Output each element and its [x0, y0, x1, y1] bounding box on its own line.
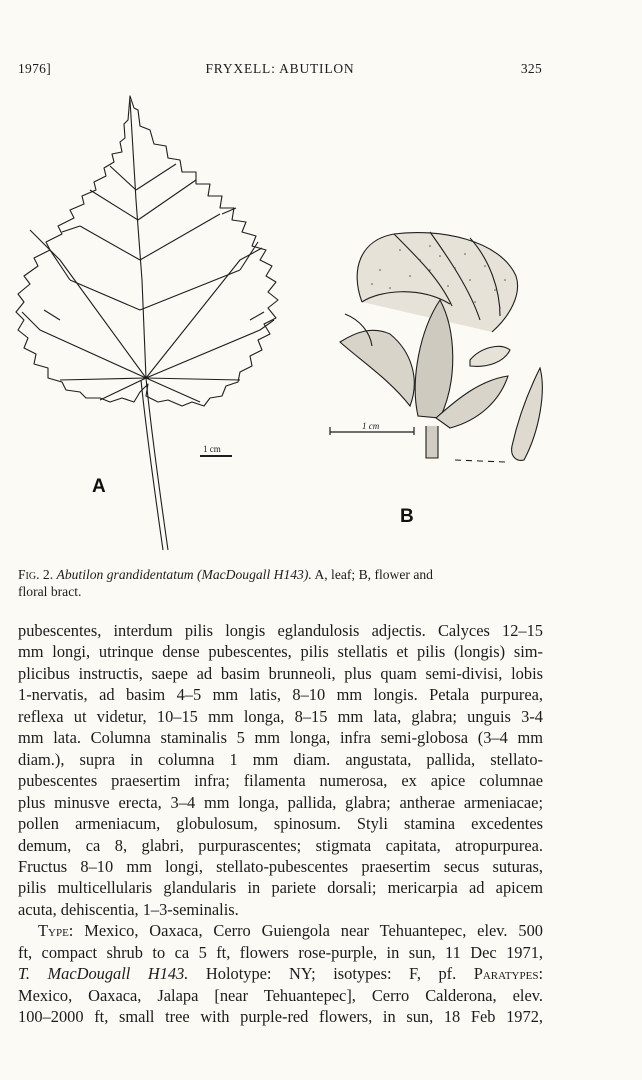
scale-bar-b [330, 421, 414, 435]
collector-ref: (MacDougall H143). [197, 567, 312, 582]
text-line: Fructus 8–10 mm longi, stellato-pubescentes praesertim secus suturas, [18, 856, 543, 876]
text-line: diam.), supra in columna 1 mm diam. angustata, pallida, stellato- [18, 749, 543, 769]
leaf-drawing [16, 96, 278, 550]
panel-label-b: B [400, 506, 414, 527]
scale-label-b: 1 cm [362, 421, 380, 431]
text-line: pilis multicellularis glandularis in pariete dorsali; mericarpia ad apicem [18, 878, 543, 898]
type-line [18, 920, 543, 941]
type-text: Mexico, Oaxaca, Cerro Guiengola near Tehuantepec, elev. 500 [73, 921, 543, 941]
type-line: Mexico, Oaxaca, Jalapa [near Tehuantepec], Cerro Calderona, elev. [18, 985, 543, 1005]
text-line: acuta, dehiscentia, 1–3-seminalis. [18, 899, 239, 919]
caption-description-2: floral bract. [18, 584, 82, 599]
type-text: Holotype: NY; isotypes: F, pf. [188, 964, 474, 984]
figure-illustration [0, 80, 642, 560]
text-line: pollen armeniacum, globulosum, spinosum. Styli stamina excedentes [18, 814, 543, 834]
text-line: pubescentes, interdum pilis longis eglandulosis adjectis. Calyces 12–15 [18, 621, 543, 640]
type-line: 100–2000 ft, small tree with purple-red flowers, in sun, 18 Feb 1972, [18, 1007, 543, 1027]
paratypes-label: Paratypes: [473, 964, 544, 984]
scale-bar-a [200, 444, 232, 456]
collector-italic: T. MacDougall H143. [18, 964, 189, 984]
figure-label: Fig. 2. [18, 567, 54, 582]
text-line: plicibus instructis, saepe ad basim brunneoli, plus quam semi-divisi, lobis [18, 663, 543, 683]
type-label: Type: [38, 921, 74, 941]
type-line: ft, compact shrub to ca 5 ft, flowers rose-purple, in sun, 11 Dec 1971, [18, 942, 543, 962]
species-name: Abutilon grandidentatum [56, 567, 194, 582]
text-line: mm longi, utrinque dense pubescentes, pilis stellatis et pilis (longis) sim- [18, 642, 543, 662]
text-line: mm lata. Columna staminalis 5 mm longa, infra semi-globosa (3–4 mm [18, 728, 543, 748]
journal-year: 1976] [18, 61, 51, 76]
text-line: demum, ca 8, glabri, purpurascentes; stigmata capitata, atropurpurea. [18, 835, 543, 855]
running-title: FRYXELL: ABUTILON [205, 61, 355, 76]
type-line [18, 963, 543, 984]
body-text [18, 620, 543, 1028]
text-line: pubescentes praesertim infra; filamenta numerosa, ex apice columnae [18, 771, 543, 791]
text-line: plus minusve erecta, 3–4 mm longa, pallida, glabra; antherae armeniacae; [18, 792, 543, 812]
page-number: 325 [520, 61, 542, 76]
scale-label-a: 1 cm [203, 444, 221, 454]
figure-2 [0, 80, 642, 560]
panel-label-a: A [92, 476, 106, 497]
figure-caption [18, 566, 543, 600]
text-line: 1-nervatis, ad basim 4–5 mm latis, 8–10 mm longis. Petala purpurea, [18, 685, 543, 705]
caption-description: A, leaf; B, flower and [314, 567, 433, 582]
text-line: reflexa ut videtur, 10–15 mm longa, 8–15 mm lata, glabra; unguis 3-4 [18, 706, 543, 726]
